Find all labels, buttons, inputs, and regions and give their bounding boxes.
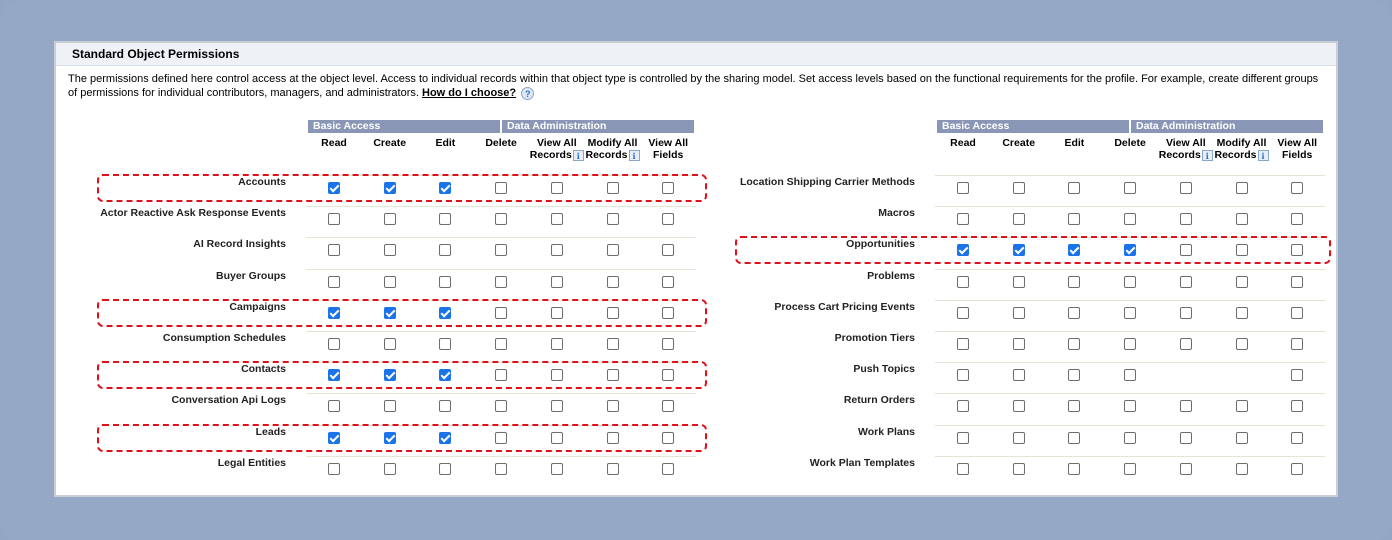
- right-column-header-edit: Edit: [1064, 137, 1085, 149]
- right-permission-checkbox-view-all-fields[interactable]: [1291, 182, 1303, 194]
- right-permission-checkbox-view-all-records[interactable]: [1180, 463, 1192, 475]
- right-row-label: Work Plans: [858, 425, 915, 438]
- info-icon[interactable]: i: [1258, 150, 1269, 161]
- left-permission-checkbox-create[interactable]: [384, 213, 396, 225]
- right-permission-checkbox-modify-all-records[interactable]: [1236, 338, 1248, 350]
- right-permission-checkbox-read[interactable]: [957, 276, 969, 288]
- right-permission-checkbox-delete[interactable]: [1124, 182, 1136, 194]
- left-permission-checkbox-delete[interactable]: [495, 276, 507, 288]
- right-column-header-create: Create: [1002, 137, 1036, 149]
- right-row-label: Location Shipping Carrier Methods: [739, 176, 915, 188]
- left-column-header-read: Read: [321, 137, 347, 149]
- right-permission-checkbox-read[interactable]: [957, 432, 969, 444]
- left-permission-checkbox-create[interactable]: [384, 400, 396, 412]
- left-permission-checkbox-read[interactable]: [328, 400, 340, 412]
- right-column-header-view-all-records: [1154, 137, 1218, 161]
- right-permission-checkbox-read[interactable]: [957, 338, 969, 350]
- right-permission-checkbox-create[interactable]: [1013, 307, 1025, 319]
- left-permission-checkbox-view-all-records[interactable]: [551, 463, 563, 475]
- right-row-divider: [935, 393, 1325, 394]
- right-permission-checkbox-view-all-fields[interactable]: [1291, 369, 1303, 381]
- left-permission-checkbox-create[interactable]: [384, 276, 396, 288]
- right-permission-checkbox-delete[interactable]: [1124, 338, 1136, 350]
- right-row-divider: [935, 425, 1325, 426]
- left-permission-checkbox-read[interactable]: [328, 338, 340, 350]
- info-icon[interactable]: i: [629, 150, 640, 161]
- right-permission-checkbox-view-all-records[interactable]: [1180, 276, 1192, 288]
- left-column-header-line: Modify All: [587, 137, 638, 149]
- right-permission-checkbox-create[interactable]: [1013, 369, 1025, 381]
- right-permission-checkbox-read[interactable]: [957, 307, 969, 319]
- right-row-label: Problems: [867, 269, 915, 282]
- right-row-label: Push Topics: [853, 363, 915, 376]
- left-basic-access-header: Basic Access: [308, 120, 500, 133]
- right-permission-checkbox-view-all-records[interactable]: [1180, 307, 1192, 319]
- left-permission-checkbox-edit[interactable]: [439, 276, 451, 288]
- right-permission-checkbox-edit[interactable]: [1068, 307, 1080, 319]
- right-permission-checkbox-read[interactable]: [957, 463, 969, 475]
- right-row-divider: [935, 331, 1325, 332]
- right-column-header-modify-all-records: [1210, 137, 1274, 161]
- info-icon[interactable]: i: [573, 150, 584, 161]
- right-row-divider: [935, 206, 1325, 207]
- right-permission-checkbox-create[interactable]: [1013, 432, 1025, 444]
- left-permission-checkbox-delete[interactable]: [495, 244, 507, 256]
- left-row-label: Actor Reactive Ask Response Events: [100, 207, 286, 220]
- right-row-divider: [935, 300, 1325, 301]
- right-row-label: Opportunities: [846, 238, 915, 251]
- right-permission-checkbox-create[interactable]: [1013, 182, 1025, 194]
- right-permission-checkbox-view-all-fields[interactable]: [1291, 307, 1303, 319]
- left-row-label: Conversation Api Logs: [171, 394, 286, 407]
- right-row-label: Promotion Tiers: [834, 332, 915, 344]
- right-permission-checkbox-modify-all-records[interactable]: [1236, 276, 1248, 288]
- right-row-divider: [935, 175, 1325, 176]
- help-icon[interactable]: ?: [521, 87, 534, 100]
- info-icon[interactable]: i: [1202, 150, 1213, 161]
- left-row-label: Legal Entities: [217, 456, 286, 469]
- left-column-header-view-all-fields: [636, 137, 700, 161]
- right-permission-checkbox-view-all-records[interactable]: [1180, 182, 1192, 194]
- left-row-label: Leads: [255, 425, 286, 438]
- left-permission-checkbox-read[interactable]: [328, 213, 340, 225]
- right-permission-checkbox-delete[interactable]: [1124, 400, 1136, 412]
- left-permission-checkbox-edit[interactable]: [439, 213, 451, 225]
- right-column-header-delete: Delete: [1114, 137, 1146, 149]
- left-data-administration-header: Data Administration: [502, 120, 694, 133]
- left-column-header-delete: Delete: [485, 137, 517, 149]
- right-data-administration-header: Data Administration: [1131, 120, 1323, 133]
- right-permission-checkbox-view-all-fields[interactable]: [1291, 463, 1303, 475]
- right-permission-checkbox-create[interactable]: [1013, 400, 1025, 412]
- right-permission-checkbox-delete[interactable]: [1124, 213, 1136, 225]
- section-description: [68, 72, 1330, 100]
- how-do-i-choose-link[interactable]: How do I choose?: [422, 87, 517, 99]
- right-permission-checkbox-create[interactable]: [1013, 276, 1025, 288]
- right-permission-checkbox-view-all-records[interactable]: [1180, 338, 1192, 350]
- right-column-header-line: Records: [1214, 149, 1257, 161]
- right-permission-checkbox-modify-all-records[interactable]: [1236, 182, 1248, 194]
- right-permission-checkbox-edit[interactable]: [1068, 432, 1080, 444]
- right-permission-checkbox-read[interactable]: [957, 369, 969, 381]
- left-column-header-edit: Edit: [435, 137, 456, 149]
- left-permission-checkbox-create[interactable]: [384, 244, 396, 256]
- right-column-header-line: View All: [1165, 137, 1206, 149]
- right-permission-checkbox-modify-all-records[interactable]: [1236, 432, 1248, 444]
- right-permission-checkbox-edit[interactable]: [1068, 369, 1080, 381]
- right-permission-checkbox-view-all-records[interactable]: [1180, 213, 1192, 225]
- left-permission-checkbox-view-all-records[interactable]: [551, 244, 563, 256]
- left-permission-checkbox-delete[interactable]: [495, 400, 507, 412]
- right-permission-checkbox-modify-all-records[interactable]: [1236, 400, 1248, 412]
- left-permission-checkbox-view-all-records[interactable]: [551, 338, 563, 350]
- left-column-header-line: View All: [648, 137, 689, 149]
- right-permission-checkbox-create[interactable]: [1013, 463, 1025, 475]
- right-basic-access-header: Basic Access: [937, 120, 1129, 133]
- right-permission-checkbox-create[interactable]: [1013, 213, 1025, 225]
- right-permission-checkbox-edit[interactable]: [1068, 463, 1080, 475]
- left-permission-checkbox-read[interactable]: [328, 276, 340, 288]
- right-permission-checkbox-read[interactable]: [957, 213, 969, 225]
- left-permission-checkbox-view-all-records[interactable]: [551, 276, 563, 288]
- right-permission-checkbox-view-all-fields[interactable]: [1291, 432, 1303, 444]
- right-permission-checkbox-modify-all-records[interactable]: [1236, 307, 1248, 319]
- left-permission-checkbox-delete[interactable]: [495, 338, 507, 350]
- right-row-label: Return Orders: [843, 394, 915, 407]
- left-permission-checkbox-read[interactable]: [328, 463, 340, 475]
- left-row-label: AI Record Insights: [193, 238, 286, 251]
- left-row-label: Buyer Groups: [215, 269, 286, 282]
- left-column-header-line: Records: [529, 149, 572, 161]
- left-row-label: Consumption Schedules: [162, 332, 286, 344]
- left-column-header-line: Fields: [653, 149, 684, 161]
- right-row-label: Process Cart Pricing Events: [774, 300, 915, 313]
- right-row-label: Macros: [878, 207, 915, 220]
- right-permission-checkbox-modify-all-records[interactable]: [1236, 463, 1248, 475]
- left-row-label: Accounts: [238, 176, 286, 188]
- right-column-header-view-all-fields: [1265, 137, 1329, 161]
- right-column-header-line: View All: [1277, 137, 1318, 149]
- right-permission-checkbox-delete[interactable]: [1124, 432, 1136, 444]
- right-permission-checkbox-view-all-fields[interactable]: [1291, 338, 1303, 350]
- left-permission-checkbox-edit[interactable]: [439, 463, 451, 475]
- right-row-divider: [935, 456, 1325, 457]
- left-permission-checkbox-view-all-records[interactable]: [551, 213, 563, 225]
- right-permission-checkbox-delete[interactable]: [1124, 307, 1136, 319]
- right-permission-checkbox-view-all-fields[interactable]: [1291, 213, 1303, 225]
- left-permission-checkbox-delete[interactable]: [495, 463, 507, 475]
- right-permission-checkbox-edit[interactable]: [1068, 182, 1080, 194]
- left-row-label: Contacts: [241, 363, 286, 376]
- right-permission-checkbox-view-all-fields[interactable]: [1291, 400, 1303, 412]
- right-row-divider: [935, 269, 1325, 270]
- right-permission-checkbox-delete[interactable]: [1124, 463, 1136, 475]
- left-column-header-line: Records: [585, 149, 628, 161]
- right-permission-checkbox-read[interactable]: [957, 182, 969, 194]
- right-column-header-line: Modify All: [1216, 137, 1267, 149]
- right-column-header-line: Fields: [1282, 149, 1313, 161]
- right-permission-checkbox-edit[interactable]: [1068, 338, 1080, 350]
- left-permission-checkbox-edit[interactable]: [439, 244, 451, 256]
- description-text: The permissions defined here control access at the object level. Access to individual records within that object type is controlled by the sharing model. Set access levels based on the functional requirements for the profile. For example, create different groups of permissions for individual contributors, managers, and administrators.: [68, 73, 1319, 99]
- object-permissions-panel: [54, 41, 1338, 497]
- right-permission-checkbox-edit[interactable]: [1068, 213, 1080, 225]
- left-permission-checkbox-delete[interactable]: [495, 213, 507, 225]
- right-permission-checkbox-create[interactable]: [1013, 338, 1025, 350]
- left-column-header-create: Create: [373, 137, 407, 149]
- left-permission-checkbox-edit[interactable]: [439, 400, 451, 412]
- right-permission-checkbox-view-all-records[interactable]: [1180, 400, 1192, 412]
- right-highlight-box-opportunities: [735, 236, 1331, 264]
- right-permission-checkbox-delete[interactable]: [1124, 276, 1136, 288]
- section-title: Standard Object Permissions: [72, 47, 240, 61]
- right-permission-checkbox-view-all-fields[interactable]: [1291, 276, 1303, 288]
- right-permission-checkbox-modify-all-records[interactable]: [1236, 213, 1248, 225]
- left-permission-checkbox-view-all-records[interactable]: [551, 400, 563, 412]
- left-permission-checkbox-edit[interactable]: [439, 338, 451, 350]
- right-column-header-line: Records: [1158, 149, 1201, 161]
- right-column-header-read: Read: [950, 137, 976, 149]
- left-column-header-view-all-records: [525, 137, 589, 161]
- left-permission-checkbox-create[interactable]: [384, 338, 396, 350]
- left-column-header-modify-all-records: [581, 137, 645, 161]
- right-permission-checkbox-view-all-records[interactable]: [1180, 432, 1192, 444]
- left-column-header-line: View All: [536, 137, 577, 149]
- left-permission-checkbox-read[interactable]: [328, 244, 340, 256]
- left-row-label: Campaigns: [229, 300, 286, 313]
- right-row-divider: [935, 362, 1325, 363]
- section-header: [56, 43, 1336, 66]
- right-row-label: Work Plan Templates: [809, 456, 915, 469]
- right-permission-checkbox-delete[interactable]: [1124, 369, 1136, 381]
- left-permission-checkbox-create[interactable]: [384, 463, 396, 475]
- right-permission-checkbox-edit[interactable]: [1068, 276, 1080, 288]
- right-permission-checkbox-edit[interactable]: [1068, 400, 1080, 412]
- right-permission-checkbox-read[interactable]: [957, 400, 969, 412]
